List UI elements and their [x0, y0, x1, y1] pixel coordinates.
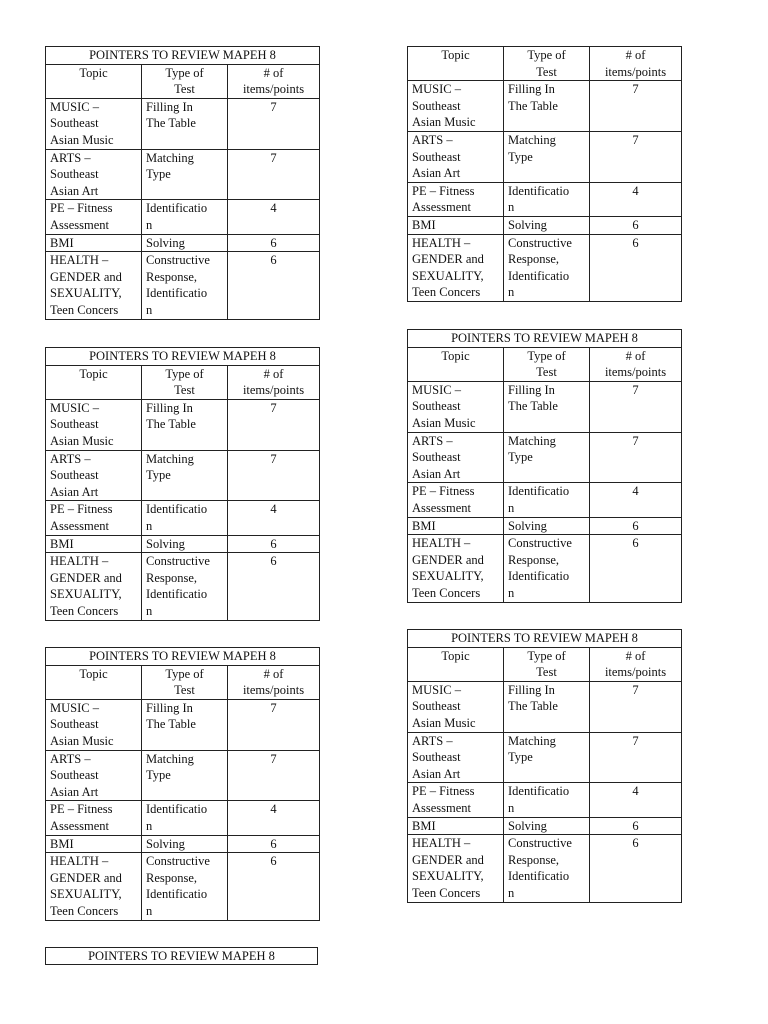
header-points: # of items/points: [228, 64, 320, 98]
points-cell: 4: [228, 200, 320, 234]
header-topic: Topic: [46, 365, 142, 399]
table-row: [46, 252, 320, 319]
header-topic: Topic: [46, 64, 142, 98]
type-cell: Matching Type: [142, 450, 228, 501]
type-cell: Constructive Response, Identificatio n: [142, 553, 228, 620]
type-cell: Solving: [504, 216, 590, 234]
points-cell: 7: [228, 750, 320, 801]
table-row: [408, 381, 682, 432]
table-row: [408, 131, 682, 182]
header-topic: Topic: [46, 665, 142, 699]
points-cell: 6: [228, 234, 320, 252]
header-type: Type of Test: [504, 47, 590, 81]
table-row: [408, 517, 682, 535]
topic-cell: PE – Fitness Assessment: [46, 501, 142, 535]
table-row: [408, 81, 682, 132]
points-cell: 6: [228, 553, 320, 620]
topic-cell: ARTS – Southeast Asian Art: [408, 732, 504, 783]
header-type: Type of Test: [142, 365, 228, 399]
header-type: Type of Test: [142, 665, 228, 699]
points-cell: 6: [228, 535, 320, 553]
header-type: Type of Test: [142, 64, 228, 98]
points-cell: 4: [228, 801, 320, 835]
topic-cell: PE – Fitness Assessment: [408, 182, 504, 216]
table-row: [408, 182, 682, 216]
type-cell: Solving: [142, 234, 228, 252]
table-row: [408, 817, 682, 835]
type-cell: Filling In The Table: [504, 381, 590, 432]
table-title-row: [408, 630, 682, 648]
table-row: [408, 835, 682, 902]
type-cell: Solving: [504, 817, 590, 835]
type-cell: Matching Type: [142, 750, 228, 801]
points-cell: 6: [590, 817, 682, 835]
type-cell: Solving: [142, 535, 228, 553]
points-cell: 7: [228, 699, 320, 750]
table-row: [46, 853, 320, 920]
table-row: [408, 535, 682, 602]
points-cell: 7: [228, 450, 320, 501]
points-cell: 6: [228, 252, 320, 319]
table-title-row: [408, 330, 682, 348]
table-row: [46, 801, 320, 835]
review-table-4: [407, 46, 682, 302]
table-title: POINTERS TO REVIEW MAPEH 8: [46, 348, 320, 366]
topic-cell: PE – Fitness Assessment: [46, 200, 142, 234]
type-cell: Matching Type: [504, 432, 590, 483]
points-cell: 6: [228, 853, 320, 920]
table-row: [46, 750, 320, 801]
points-cell: 6: [590, 535, 682, 602]
topic-cell: HEALTH – GENDER and SEXUALITY, Teen Concers: [408, 835, 504, 902]
table-row: [408, 216, 682, 234]
header-points: # of items/points: [590, 647, 682, 681]
header-points: # of items/points: [228, 365, 320, 399]
points-cell: 4: [590, 783, 682, 817]
review-table-1: [45, 46, 320, 320]
review-table-6: [407, 629, 682, 903]
table-row: [408, 432, 682, 483]
table-title: POINTERS TO REVIEW MAPEH 8: [46, 648, 320, 666]
header-points: # of items/points: [228, 665, 320, 699]
table-title-row: [46, 648, 320, 666]
points-cell: 6: [590, 216, 682, 234]
table-row: [46, 553, 320, 620]
type-cell: Filling In The Table: [504, 81, 590, 132]
topic-cell: BMI: [46, 535, 142, 553]
topic-cell: MUSIC – Southeast Asian Music: [408, 81, 504, 132]
type-cell: Constructive Response, Identificatio n: [142, 853, 228, 920]
type-cell: Solving: [504, 517, 590, 535]
type-cell: Filling In The Table: [504, 681, 590, 732]
header-points: # of items/points: [590, 47, 682, 81]
topic-cell: PE – Fitness Assessment: [408, 783, 504, 817]
topic-cell: ARTS – Southeast Asian Art: [46, 450, 142, 501]
table-row: [46, 234, 320, 252]
topic-cell: MUSIC – Southeast Asian Music: [46, 399, 142, 450]
header-points: # of items/points: [590, 347, 682, 381]
table-row: [46, 535, 320, 553]
table-row: [46, 501, 320, 535]
table-row: [46, 450, 320, 501]
points-cell: 4: [228, 501, 320, 535]
type-cell: Identificatio n: [142, 801, 228, 835]
points-cell: 7: [590, 432, 682, 483]
table-row: [408, 681, 682, 732]
points-cell: 6: [590, 835, 682, 902]
topic-cell: BMI: [408, 817, 504, 835]
table-title: POINTERS TO REVIEW MAPEH 8: [408, 630, 682, 648]
table-row: [46, 98, 320, 149]
topic-cell: HEALTH – GENDER and SEXUALITY, Teen Concers: [46, 853, 142, 920]
type-cell: Identificatio n: [504, 783, 590, 817]
table-row: [408, 234, 682, 301]
points-cell: 7: [228, 98, 320, 149]
table-title: POINTERS TO REVIEW MAPEH 8: [46, 47, 320, 65]
topic-cell: ARTS – Southeast Asian Art: [46, 149, 142, 200]
table-row: [46, 200, 320, 234]
topic-cell: PE – Fitness Assessment: [408, 483, 504, 517]
header-type: Type of Test: [504, 647, 590, 681]
type-cell: Matching Type: [504, 131, 590, 182]
type-cell: Solving: [142, 835, 228, 853]
type-cell: Constructive Response, Identificatio n: [504, 835, 590, 902]
header-topic: Topic: [408, 47, 504, 81]
points-cell: 6: [590, 234, 682, 301]
table-row: [408, 483, 682, 517]
review-table-3: [45, 647, 320, 921]
table-header-row: [408, 347, 682, 381]
table-header-row: [46, 365, 320, 399]
topic-cell: HEALTH – GENDER and SEXUALITY, Teen Concers: [46, 252, 142, 319]
table-row: [46, 699, 320, 750]
type-cell: Constructive Response, Identificatio n: [504, 535, 590, 602]
topic-cell: ARTS – Southeast Asian Art: [46, 750, 142, 801]
points-cell: 6: [228, 835, 320, 853]
type-cell: Identificatio n: [504, 182, 590, 216]
topic-cell: HEALTH – GENDER and SEXUALITY, Teen Concers: [408, 234, 504, 301]
table-header-row: [408, 647, 682, 681]
type-cell: Filling In The Table: [142, 98, 228, 149]
header-topic: Topic: [408, 347, 504, 381]
points-cell: 4: [590, 182, 682, 216]
topic-cell: BMI: [408, 517, 504, 535]
topic-cell: MUSIC – Southeast Asian Music: [408, 681, 504, 732]
table-title-row: [46, 47, 320, 65]
type-cell: Matching Type: [504, 732, 590, 783]
table-row: [46, 149, 320, 200]
table-title: POINTERS TO REVIEW MAPEH 8: [45, 947, 318, 965]
type-cell: Identificatio n: [142, 200, 228, 234]
type-cell: Constructive Response, Identificatio n: [142, 252, 228, 319]
type-cell: Identificatio n: [504, 483, 590, 517]
topic-cell: ARTS – Southeast Asian Art: [408, 432, 504, 483]
points-cell: 6: [590, 517, 682, 535]
review-table-2: [45, 347, 320, 621]
topic-cell: MUSIC – Southeast Asian Music: [408, 381, 504, 432]
topic-cell: BMI: [46, 835, 142, 853]
table-row: [408, 732, 682, 783]
points-cell: 7: [590, 81, 682, 132]
type-cell: Matching Type: [142, 149, 228, 200]
header-type: Type of Test: [504, 347, 590, 381]
table-row: [46, 835, 320, 853]
table-title-row: [46, 348, 320, 366]
table-title: POINTERS TO REVIEW MAPEH 8: [408, 330, 682, 348]
points-cell: 7: [228, 149, 320, 200]
header-topic: Topic: [408, 647, 504, 681]
table-header-row: [408, 47, 682, 81]
type-cell: Identificatio n: [142, 501, 228, 535]
points-cell: 7: [590, 381, 682, 432]
type-cell: Filling In The Table: [142, 699, 228, 750]
topic-cell: BMI: [46, 234, 142, 252]
review-table-5: [407, 329, 682, 603]
type-cell: Filling In The Table: [142, 399, 228, 450]
points-cell: 7: [590, 732, 682, 783]
table-row: [408, 783, 682, 817]
type-cell: Constructive Response, Identificatio n: [504, 234, 590, 301]
topic-cell: MUSIC – Southeast Asian Music: [46, 98, 142, 149]
topic-cell: HEALTH – GENDER and SEXUALITY, Teen Concers: [46, 553, 142, 620]
points-cell: 7: [228, 399, 320, 450]
table-header-row: [46, 665, 320, 699]
topic-cell: BMI: [408, 216, 504, 234]
topic-cell: PE – Fitness Assessment: [46, 801, 142, 835]
points-cell: 4: [590, 483, 682, 517]
table-row: [46, 399, 320, 450]
topic-cell: ARTS – Southeast Asian Art: [408, 131, 504, 182]
table-header-row: [46, 64, 320, 98]
points-cell: 7: [590, 681, 682, 732]
topic-cell: MUSIC – Southeast Asian Music: [46, 699, 142, 750]
topic-cell: HEALTH – GENDER and SEXUALITY, Teen Concers: [408, 535, 504, 602]
points-cell: 7: [590, 131, 682, 182]
